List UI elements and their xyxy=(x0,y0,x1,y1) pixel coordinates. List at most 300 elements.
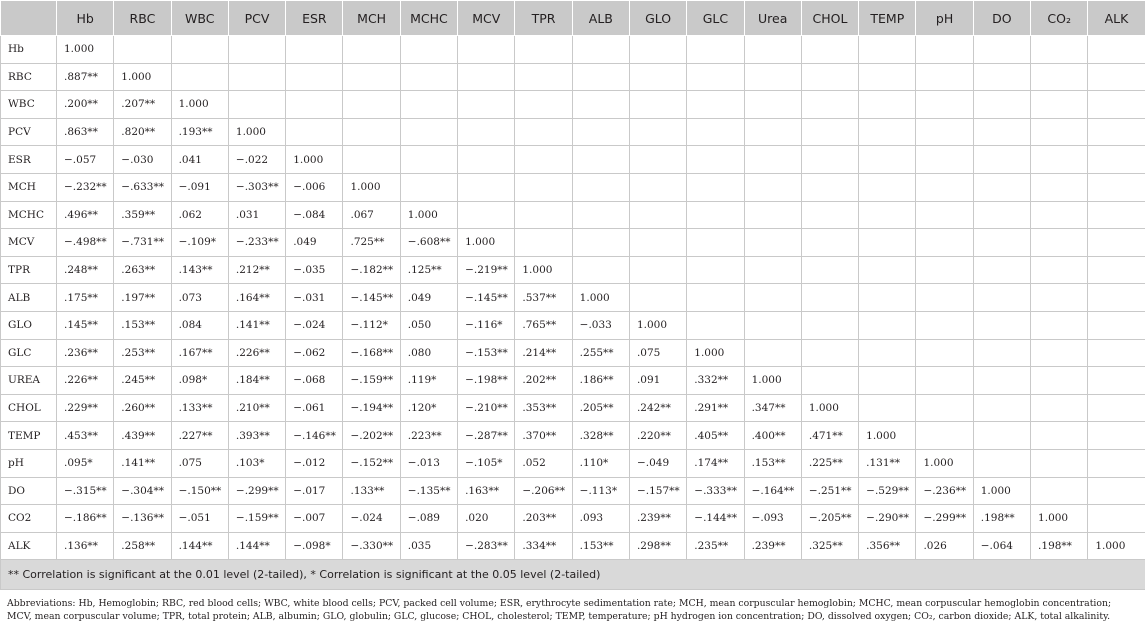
table-cell xyxy=(400,36,457,64)
table-cell: 1.000 xyxy=(171,91,228,119)
table-cell: −.051 xyxy=(171,505,228,533)
table-cell xyxy=(916,91,973,119)
table-cell xyxy=(744,229,801,257)
table-cell xyxy=(859,118,916,146)
table-cell: −.057 xyxy=(57,146,114,174)
table-cell: −.304** xyxy=(114,477,171,505)
table-cell xyxy=(859,256,916,284)
table-cell xyxy=(171,36,228,64)
table-cell: .291** xyxy=(687,394,744,422)
header-row xyxy=(1,1,1145,36)
table-cell: .226** xyxy=(228,339,285,367)
table-cell: .119* xyxy=(400,367,457,395)
table-cell: −.186** xyxy=(57,505,114,533)
table-cell xyxy=(973,339,1030,367)
table-cell: −.033 xyxy=(572,311,629,339)
row-label: UREA xyxy=(1,367,57,395)
table-cell xyxy=(973,229,1030,257)
row-label: MCH xyxy=(1,173,57,201)
table-cell xyxy=(572,256,629,284)
table-cell: .062 xyxy=(171,201,228,229)
table-cell: .067 xyxy=(343,201,400,229)
table-cell: −.030 xyxy=(114,146,171,174)
column-header: MCV xyxy=(458,1,515,36)
table-cell: .184** xyxy=(228,367,285,395)
table-cell xyxy=(458,118,515,146)
table-cell: −.007 xyxy=(286,505,343,533)
table-cell: .236** xyxy=(57,339,114,367)
table-cell xyxy=(458,63,515,91)
table-cell: .242** xyxy=(629,394,686,422)
table-cell: .471** xyxy=(801,422,858,450)
table-cell: .091 xyxy=(629,367,686,395)
table-cell xyxy=(286,63,343,91)
table-cell xyxy=(343,146,400,174)
table-cell: −.012 xyxy=(286,449,343,477)
table-cell: −.168** xyxy=(343,339,400,367)
table-cell: .131** xyxy=(859,449,916,477)
table-row xyxy=(1,229,1145,257)
table-cell: .133** xyxy=(343,477,400,505)
table-cell xyxy=(744,284,801,312)
table-cell: .049 xyxy=(286,229,343,257)
table-cell: .084 xyxy=(171,311,228,339)
table-cell: .255** xyxy=(572,339,629,367)
table-cell: .136** xyxy=(57,532,114,560)
table-cell: −.182** xyxy=(343,256,400,284)
table-cell: −.146** xyxy=(286,422,343,450)
table-cell: .334** xyxy=(515,532,572,560)
table-cell: −.608** xyxy=(400,229,457,257)
row-label: PCV xyxy=(1,118,57,146)
table-cell: −.145** xyxy=(343,284,400,312)
table-cell xyxy=(228,91,285,119)
row-label: TEMP xyxy=(1,422,57,450)
table-cell xyxy=(515,201,572,229)
row-label: TPR xyxy=(1,256,57,284)
table-cell xyxy=(629,284,686,312)
table-cell xyxy=(515,229,572,257)
table-cell: .205** xyxy=(572,394,629,422)
table-cell: −.091 xyxy=(171,173,228,201)
table-cell: −.136** xyxy=(114,505,171,533)
table-cell: .202** xyxy=(515,367,572,395)
row-label: GLO xyxy=(1,311,57,339)
table-cell: .248** xyxy=(57,256,114,284)
table-cell: .325** xyxy=(801,532,858,560)
table-cell: .765** xyxy=(515,311,572,339)
table-cell xyxy=(1031,146,1088,174)
table-cell xyxy=(859,394,916,422)
table-cell: −.232** xyxy=(57,173,114,201)
table-cell: .198** xyxy=(1031,532,1088,560)
table-cell: −.333** xyxy=(687,477,744,505)
table-cell: .405** xyxy=(687,422,744,450)
table-cell xyxy=(515,118,572,146)
column-header: TEMP xyxy=(859,1,916,36)
table-cell xyxy=(973,91,1030,119)
table-cell: .144** xyxy=(228,532,285,560)
row-label: pH xyxy=(1,449,57,477)
table-cell: .393** xyxy=(228,422,285,450)
table-cell: −.093 xyxy=(744,505,801,533)
table-cell: −.153** xyxy=(458,339,515,367)
table-cell: −.144** xyxy=(687,505,744,533)
table-cell xyxy=(1088,339,1145,367)
table-cell xyxy=(1031,449,1088,477)
table-cell: −.109* xyxy=(171,229,228,257)
table-cell xyxy=(801,118,858,146)
table-cell: .075 xyxy=(171,449,228,477)
table-cell xyxy=(859,91,916,119)
table-cell xyxy=(973,449,1030,477)
table-cell: −.210** xyxy=(458,394,515,422)
table-cell: .347** xyxy=(744,394,801,422)
table-cell xyxy=(1088,367,1145,395)
table-cell: −.529** xyxy=(859,477,916,505)
table-cell: .332** xyxy=(687,367,744,395)
table-cell xyxy=(859,63,916,91)
table-cell xyxy=(744,339,801,367)
column-header: ALK xyxy=(1088,1,1145,36)
table-cell: .174** xyxy=(687,449,744,477)
table-cell xyxy=(572,91,629,119)
table-cell xyxy=(687,173,744,201)
table-cell xyxy=(343,91,400,119)
table-cell xyxy=(1031,63,1088,91)
table-row xyxy=(1,311,1145,339)
table-row xyxy=(1,173,1145,201)
table-cell: .175** xyxy=(57,284,114,312)
table-cell xyxy=(1031,311,1088,339)
table-cell: 1.000 xyxy=(973,477,1030,505)
table-cell: −.194** xyxy=(343,394,400,422)
table-cell: −.299** xyxy=(228,477,285,505)
table-cell: −.035 xyxy=(286,256,343,284)
table-cell xyxy=(687,146,744,174)
table-cell: .245** xyxy=(114,367,171,395)
table-cell xyxy=(744,118,801,146)
column-header: pH xyxy=(916,1,973,36)
table-cell: −.198** xyxy=(458,367,515,395)
table-row xyxy=(1,63,1145,91)
column-header: PCV xyxy=(228,1,285,36)
table-cell xyxy=(916,63,973,91)
table-cell xyxy=(744,256,801,284)
table-cell xyxy=(1088,146,1145,174)
table-cell: −.089 xyxy=(400,505,457,533)
table-cell xyxy=(515,63,572,91)
table-cell xyxy=(1031,284,1088,312)
table-cell xyxy=(916,173,973,201)
table-cell xyxy=(572,173,629,201)
table-cell: 1.000 xyxy=(629,311,686,339)
column-header: ESR xyxy=(286,1,343,36)
table-cell xyxy=(1088,284,1145,312)
table-cell xyxy=(973,118,1030,146)
table-cell: −.013 xyxy=(400,449,457,477)
table-cell: .260** xyxy=(114,394,171,422)
table-cell: .153** xyxy=(744,449,801,477)
table-cell xyxy=(1031,367,1088,395)
table-cell xyxy=(1088,118,1145,146)
table-cell: .193** xyxy=(171,118,228,146)
table-cell: −.159** xyxy=(228,505,285,533)
table-cell xyxy=(458,173,515,201)
table-cell xyxy=(744,201,801,229)
table-cell: −.098* xyxy=(286,532,343,560)
table-cell xyxy=(572,118,629,146)
table-cell: 1.000 xyxy=(859,422,916,450)
table-cell xyxy=(916,394,973,422)
table-cell: −.135** xyxy=(400,477,457,505)
table-cell: −.068 xyxy=(286,367,343,395)
table-row xyxy=(1,36,1145,64)
row-label: GLC xyxy=(1,339,57,367)
row-label: RBC xyxy=(1,63,57,91)
table-cell: −.031 xyxy=(286,284,343,312)
table-cell: .186** xyxy=(572,367,629,395)
table-cell xyxy=(515,91,572,119)
table-cell: .143** xyxy=(171,256,228,284)
table-cell: 1.000 xyxy=(1088,532,1145,560)
row-label: ALK xyxy=(1,532,57,560)
table-cell xyxy=(916,201,973,229)
table-row xyxy=(1,256,1145,284)
table-cell: .820** xyxy=(114,118,171,146)
table-cell: −.049 xyxy=(629,449,686,477)
table-cell xyxy=(515,173,572,201)
table-cell: −.150** xyxy=(171,477,228,505)
table-cell xyxy=(1031,422,1088,450)
table-cell: .298** xyxy=(629,532,686,560)
table-cell: −.633** xyxy=(114,173,171,201)
table-cell xyxy=(1031,394,1088,422)
table-cell xyxy=(228,63,285,91)
table-cell: −.022 xyxy=(228,146,285,174)
header-corner xyxy=(1,1,57,36)
table-cell xyxy=(801,173,858,201)
column-header: Urea xyxy=(744,1,801,36)
table-cell: .141** xyxy=(228,311,285,339)
table-cell xyxy=(916,284,973,312)
table-cell xyxy=(801,256,858,284)
table-cell xyxy=(629,201,686,229)
table-cell: .225** xyxy=(801,449,858,477)
table-cell: −.202** xyxy=(343,422,400,450)
table-cell xyxy=(343,118,400,146)
abbreviations-note: Abbreviations: Hb, Hemoglobin; RBC, red blood cells; WBC, white blood cells; PCV, packed cell volume; ESR, erythrocyte sedimentation rate; MCH, mean corpuscular hemoglobin; MCHC, mean corpuscular hemoglobin concentration; MCV, mean corpuscular volume; TPR, total protein; ALB, albumin; GLO, globulin; GLC, glucose; CHOL, cholesterol; TEMP, temperature; pH hydrogen ion concentration; DO, dissolved oxygen; CO₂, carbon dioxide; ALK, total alkalinity. xyxy=(7,598,1112,622)
table-cell xyxy=(744,311,801,339)
table-row xyxy=(1,201,1145,229)
row-label: CO2 xyxy=(1,505,57,533)
table-cell xyxy=(572,229,629,257)
table-cell: .020 xyxy=(458,505,515,533)
table-cell xyxy=(1031,477,1088,505)
table-cell: .080 xyxy=(400,339,457,367)
table-cell: .110* xyxy=(572,449,629,477)
table-cell xyxy=(572,201,629,229)
table-cell xyxy=(1088,422,1145,450)
table-cell: .370** xyxy=(515,422,572,450)
table-cell: .207** xyxy=(114,91,171,119)
table-cell xyxy=(744,36,801,64)
table-cell: 1.000 xyxy=(572,284,629,312)
row-label: ALB xyxy=(1,284,57,312)
row-label: WBC xyxy=(1,91,57,119)
table-cell: −.233** xyxy=(228,229,285,257)
table-cell xyxy=(572,63,629,91)
table-cell xyxy=(629,118,686,146)
table-cell xyxy=(687,201,744,229)
column-header: RBC xyxy=(114,1,171,36)
table-cell: −.061 xyxy=(286,394,343,422)
table-cell xyxy=(801,367,858,395)
table-cell xyxy=(629,91,686,119)
table-cell xyxy=(572,146,629,174)
table-cell: .239** xyxy=(629,505,686,533)
table-cell xyxy=(801,36,858,64)
table-cell: 1.000 xyxy=(343,173,400,201)
table-cell xyxy=(458,36,515,64)
table-row xyxy=(1,477,1145,505)
table-cell: .220** xyxy=(629,422,686,450)
table-cell: 1.000 xyxy=(114,63,171,91)
table-cell xyxy=(973,394,1030,422)
table-row xyxy=(1,146,1145,174)
table-cell xyxy=(916,229,973,257)
table-cell: .093 xyxy=(572,505,629,533)
table-cell: .153** xyxy=(114,311,171,339)
table-cell: .263** xyxy=(114,256,171,284)
table-cell: .026 xyxy=(916,532,973,560)
table-cell xyxy=(916,422,973,450)
table-cell: .496** xyxy=(57,201,114,229)
table-cell xyxy=(1031,339,1088,367)
table-cell: −.251** xyxy=(801,477,858,505)
column-header: DO xyxy=(973,1,1030,36)
row-label: Hb xyxy=(1,36,57,64)
table-cell: −.116* xyxy=(458,311,515,339)
table-cell xyxy=(916,311,973,339)
table-cell: .049 xyxy=(400,284,457,312)
table-cell xyxy=(343,63,400,91)
table-cell: 1.000 xyxy=(400,201,457,229)
table-cell: 1.000 xyxy=(286,146,343,174)
table-cell xyxy=(458,146,515,174)
table-cell: .353** xyxy=(515,394,572,422)
table-cell: −.024 xyxy=(286,311,343,339)
column-header: TPR xyxy=(515,1,572,36)
table-cell: −.206** xyxy=(515,477,572,505)
column-header: MCH xyxy=(343,1,400,36)
table-cell: .197** xyxy=(114,284,171,312)
table-cell xyxy=(801,201,858,229)
table-cell: 1.000 xyxy=(744,367,801,395)
table-cell: −.152** xyxy=(343,449,400,477)
table-cell xyxy=(973,201,1030,229)
significance-footnote: ** Correlation is significant at the 0.01 level (2-tailed), * Correlation is significant at the 0.05 level (2-tailed) xyxy=(1,560,1145,590)
table-cell: .887** xyxy=(57,63,114,91)
table-cell xyxy=(1088,311,1145,339)
table-cell: .725** xyxy=(343,229,400,257)
table-cell: .356** xyxy=(859,532,916,560)
table-cell: .227** xyxy=(171,422,228,450)
table-cell: −.062 xyxy=(286,339,343,367)
table-cell xyxy=(801,311,858,339)
column-header: ALB xyxy=(572,1,629,36)
table-cell xyxy=(859,311,916,339)
row-label: MCV xyxy=(1,229,57,257)
table-row xyxy=(1,367,1145,395)
table-row xyxy=(1,422,1145,450)
table-cell: −.113* xyxy=(572,477,629,505)
table-cell xyxy=(859,36,916,64)
table-cell: .163** xyxy=(458,477,515,505)
table-cell xyxy=(400,91,457,119)
table-cell: .167** xyxy=(171,339,228,367)
table-cell xyxy=(916,256,973,284)
column-header: CO₂ xyxy=(1031,1,1088,36)
table-cell xyxy=(629,36,686,64)
table-cell xyxy=(744,63,801,91)
table-cell: −.731** xyxy=(114,229,171,257)
table-cell: −.157** xyxy=(629,477,686,505)
table-cell xyxy=(687,256,744,284)
table-cell: −.287** xyxy=(458,422,515,450)
table-cell: −.006 xyxy=(286,173,343,201)
row-label: DO xyxy=(1,477,57,505)
table-cell xyxy=(801,91,858,119)
table-cell: .258** xyxy=(114,532,171,560)
table-cell xyxy=(515,36,572,64)
table-cell xyxy=(629,63,686,91)
table-row xyxy=(1,449,1145,477)
table-cell xyxy=(744,91,801,119)
table-cell xyxy=(744,173,801,201)
table-cell: −.498** xyxy=(57,229,114,257)
table-cell xyxy=(400,118,457,146)
table-cell: −.315** xyxy=(57,477,114,505)
table-cell: .212** xyxy=(228,256,285,284)
table-cell xyxy=(1088,449,1145,477)
table-cell: −.064 xyxy=(973,532,1030,560)
table-cell xyxy=(1088,505,1145,533)
table-cell xyxy=(572,36,629,64)
table-cell xyxy=(973,311,1030,339)
table-cell xyxy=(1088,229,1145,257)
footnote-row xyxy=(1,560,1145,590)
table-cell xyxy=(343,36,400,64)
table-cell: .133** xyxy=(171,394,228,422)
table-cell xyxy=(1088,36,1145,64)
table-body xyxy=(1,36,1145,560)
column-header: WBC xyxy=(171,1,228,36)
table-cell: 1.000 xyxy=(458,229,515,257)
table-cell: .229** xyxy=(57,394,114,422)
table-cell: 1.000 xyxy=(916,449,973,477)
table-cell xyxy=(1031,173,1088,201)
table-cell: .400** xyxy=(744,422,801,450)
table-cell xyxy=(400,146,457,174)
table-cell: .203** xyxy=(515,505,572,533)
table-cell: 1.000 xyxy=(801,394,858,422)
table-cell xyxy=(1088,477,1145,505)
table-cell: .863** xyxy=(57,118,114,146)
table-cell xyxy=(973,256,1030,284)
table-cell xyxy=(801,339,858,367)
table-cell xyxy=(1031,36,1088,64)
